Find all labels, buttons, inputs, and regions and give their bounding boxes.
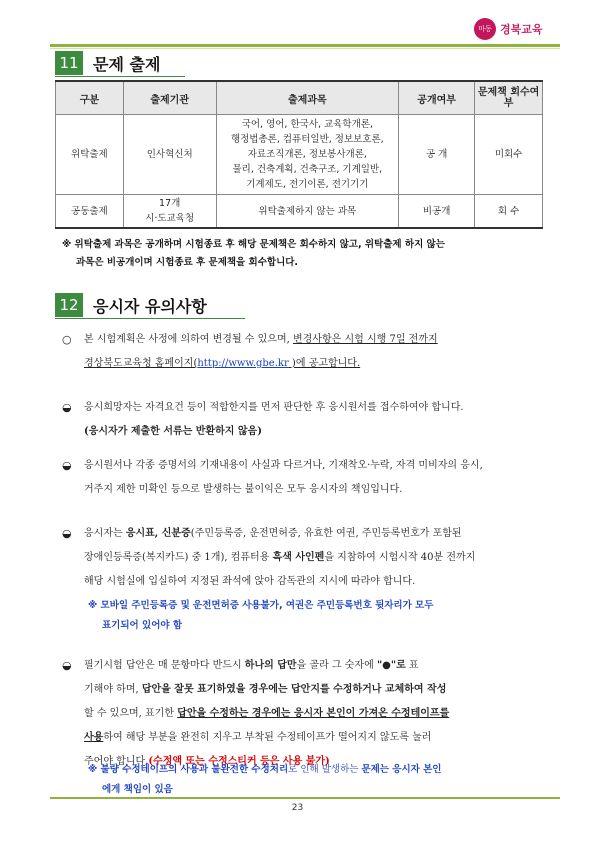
section-11-header: [55, 50, 160, 76]
logo: [474, 18, 562, 40]
bullet-icon: ◒: [62, 659, 72, 672]
subject-line: 행정법총론, 컴퓨터일반, 정보보호론,: [230, 134, 384, 145]
subject-line: 자료조직개론, 정보봉사개론,: [247, 149, 367, 160]
cell-subjects: [216, 115, 398, 195]
table-note: [62, 236, 542, 272]
header-divider: [50, 44, 560, 47]
notice-item-2: ◒ 응시희망자는 자격요건 등이 적합한지를 먼저 판단한 후 응시원서를 접수하여야 합니다. (응시자가 제출한 서류는 반환하지 않음): [62, 396, 547, 444]
mobile-id-note: ※ 모바일 주민등록증 및 운전면허증 사용불가, 여권은 주민등록번호 뒷자리가 모두 표기되어 있어야 함: [88, 600, 434, 631]
subject-line: 기계제도, 전기이론, 전기기기: [246, 179, 369, 190]
correction-tape-note: ※ 불량 수정테이프의 사용과 불완전한 수정처리로 인해 발생하는 문제는 응시자 본인 에게 책임이 있음: [88, 764, 442, 795]
col-header-type: 구분: [56, 81, 124, 115]
col-header-org: 출제기관: [123, 81, 216, 115]
cell-type: 공동출제: [56, 195, 124, 229]
col-header-subjects: 출제과목: [216, 81, 398, 115]
table-row: [56, 115, 543, 195]
table-header-row: [56, 81, 543, 115]
section-underline: [55, 318, 245, 319]
notice-item-4: ◒ 응시자는 응시표, 신분증(주민등록증, 운전면허증, 유효한 여권, 주민등록번호가 포함된 장애인등록증(복지카드) 중 1개), 컴퓨터용 흑색 사인펜을 지참하여 시험시작 40분 전까지 해당 시험실에 입실하여 지정된 좌석에 앉아 감독관의 지시에 따라야 합니다.: [62, 522, 547, 594]
cell-type: 위탁출제: [56, 115, 124, 195]
table-note-line: ※ 위탁출제 과목은 공개하며 시험종료 후 해당 문제책은 회수하지 않고, 위탁출제 하지 않는: [62, 239, 445, 250]
cell-public: 비공개: [399, 195, 475, 229]
cell-collect: 미회수: [475, 115, 543, 195]
subject-line: 국어, 영어, 한국사, 교육학개론,: [241, 119, 373, 130]
page-number: 23: [291, 803, 304, 813]
section-underline: [55, 76, 185, 77]
notice-item-3: ◒ 응시원서나 각종 증명서의 기재내용이 사실과 다르거나, 기재착오·누락, 자격 미비자의 응시, 거주지 제한 미확인 등으로 발생하는 불이익은 모두 응시자의 책임입니다.: [62, 454, 547, 502]
section-title: 문제 출제: [93, 54, 161, 74]
header-divider-thin: [50, 48, 560, 49]
cell-public: 공 개: [399, 115, 475, 195]
bullet-icon: ○: [62, 333, 72, 346]
section-12-header: [55, 292, 207, 318]
table-note-line: 과목은 비공개이며 시험종료 후 문제책을 회수합니다.: [76, 257, 299, 268]
table-row: [56, 195, 543, 229]
footer-divider: [50, 797, 560, 799]
org-line: 시·도교육청: [145, 213, 195, 224]
section-number: 11: [55, 51, 83, 75]
bullet-icon: ◒: [62, 459, 72, 472]
logo-mark-icon: 마동: [474, 18, 496, 40]
notice-item-1: ○ 본 시험계획은 사정에 의하여 변경될 수 있으며, 변경사항은 시험 시행 7일 전까지 경상북도교육청 홈페이지(http://www.gbe.kr )에 공고합니다.: [62, 328, 547, 376]
section-number: 12: [55, 293, 83, 317]
org-line: 17개: [159, 198, 181, 209]
notice-item-5: ◒ 필기시험 답안은 매 문항마다 반드시 하나의 답만을 골라 그 숫자에 "●"로 표 기해야 하며, 답안을 잘못 표기하였을 경우에는 답안지를 수정하거나 교체하여 작성 할 수 있으며, 표기한 답안을 수정하는 경우에는 응시자 본인이 가져온 수정테이프를 사용하여 해당 부분을 완전히 지우고 부착된 수정테이프가 떨어지지 않도록 눌러 주어야 합니다.(수정액 또는 수정스티커 등은 사용 불가): [62, 654, 547, 774]
bullet-icon: ◒: [62, 527, 72, 540]
bullet-icon: ◒: [62, 401, 72, 414]
cell-org: [123, 195, 216, 229]
col-header-public: 공개여부: [399, 81, 475, 115]
cell-collect: 회 수: [475, 195, 543, 229]
subject-line: 물리, 건축계획, 건축구조, 기계일반,: [232, 164, 383, 175]
logo-text: 경북교육: [500, 23, 543, 36]
cell-subjects: 위탁출제하지 않는 과목: [216, 195, 398, 229]
cell-org: 인사혁신처: [123, 115, 216, 195]
homepage-link[interactable]: http://www.gbe.kr: [197, 358, 289, 369]
section-title: 응시자 유의사항: [93, 296, 207, 316]
col-header-collect: 문제책 회수여부: [475, 81, 543, 115]
exam-table: [55, 80, 543, 229]
